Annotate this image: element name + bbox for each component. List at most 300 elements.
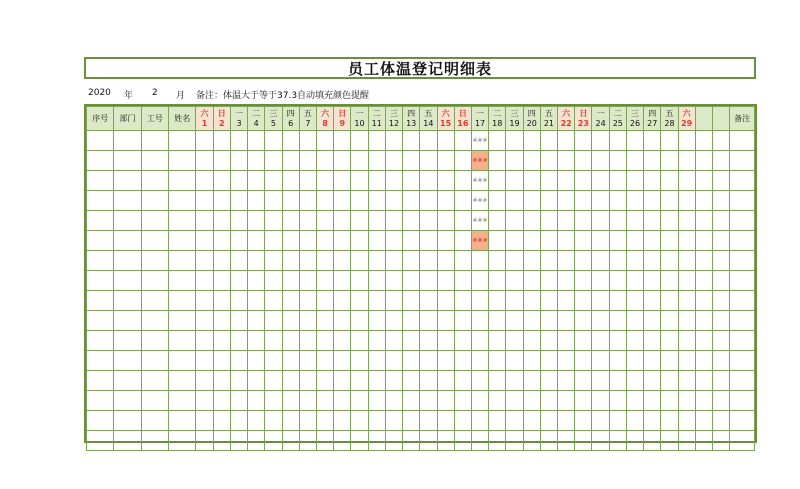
table-cell[interactable] [471, 431, 488, 451]
table-cell[interactable] [471, 391, 488, 411]
table-cell[interactable] [169, 311, 196, 331]
table-cell[interactable] [609, 331, 626, 351]
temperature-cell[interactable]: ### [471, 191, 488, 211]
table-cell[interactable] [334, 271, 351, 291]
table-cell[interactable] [609, 151, 626, 171]
table-cell[interactable] [592, 291, 609, 311]
table-cell[interactable] [592, 231, 609, 251]
table-cell[interactable] [169, 351, 196, 371]
table-cell[interactable] [713, 171, 730, 191]
table-cell[interactable] [87, 251, 114, 271]
table-cell[interactable] [196, 271, 213, 291]
table-cell[interactable] [661, 191, 678, 211]
table-cell[interactable] [626, 371, 643, 391]
table-cell[interactable] [299, 171, 316, 191]
table-cell[interactable] [626, 271, 643, 291]
table-cell[interactable] [282, 211, 299, 231]
table-cell[interactable] [506, 211, 523, 231]
table-cell[interactable] [230, 311, 247, 331]
table-cell[interactable] [299, 371, 316, 391]
table-cell[interactable] [213, 351, 230, 371]
table-cell[interactable] [609, 131, 626, 151]
table-cell[interactable] [506, 291, 523, 311]
table-cell[interactable] [230, 251, 247, 271]
table-cell[interactable] [169, 331, 196, 351]
table-cell[interactable] [403, 251, 420, 271]
table-cell[interactable] [299, 331, 316, 351]
table-cell[interactable] [695, 291, 712, 311]
table-cell[interactable] [626, 391, 643, 411]
table-cell[interactable] [730, 411, 755, 431]
table-cell[interactable] [713, 251, 730, 271]
table-cell[interactable] [265, 211, 282, 231]
table-cell[interactable] [713, 391, 730, 411]
table-cell[interactable] [141, 131, 168, 151]
table-cell[interactable] [626, 151, 643, 171]
table-cell[interactable] [403, 351, 420, 371]
table-cell[interactable] [437, 271, 454, 291]
table-cell[interactable] [678, 231, 695, 251]
table-cell[interactable] [626, 171, 643, 191]
table-cell[interactable] [437, 231, 454, 251]
table-cell[interactable] [489, 231, 506, 251]
table-cell[interactable] [196, 371, 213, 391]
table-cell[interactable] [351, 171, 368, 191]
table-cell[interactable] [282, 351, 299, 371]
table-cell[interactable] [644, 251, 661, 271]
table-cell[interactable] [609, 171, 626, 191]
table-cell[interactable] [558, 271, 575, 291]
table-cell[interactable] [540, 291, 557, 311]
table-cell[interactable] [351, 351, 368, 371]
table-cell[interactable] [730, 211, 755, 231]
table-cell[interactable] [141, 371, 168, 391]
table-cell[interactable] [609, 391, 626, 411]
table-cell[interactable] [713, 151, 730, 171]
table-cell[interactable] [265, 331, 282, 351]
table-cell[interactable] [695, 211, 712, 231]
table-cell[interactable] [334, 211, 351, 231]
table-cell[interactable] [644, 391, 661, 411]
table-cell[interactable] [213, 271, 230, 291]
table-cell[interactable] [196, 311, 213, 331]
table-cell[interactable] [523, 151, 540, 171]
table-cell[interactable] [626, 311, 643, 331]
table-cell[interactable] [141, 391, 168, 411]
table-cell[interactable] [248, 231, 265, 251]
table-cell[interactable] [454, 151, 471, 171]
table-cell[interactable] [87, 211, 114, 231]
table-cell[interactable] [678, 211, 695, 231]
table-cell[interactable] [558, 431, 575, 451]
table-cell[interactable] [730, 151, 755, 171]
table-cell[interactable] [282, 411, 299, 431]
table-cell[interactable] [540, 411, 557, 431]
table-cell[interactable] [403, 171, 420, 191]
table-cell[interactable] [420, 311, 437, 331]
table-cell[interactable] [592, 131, 609, 151]
table-cell[interactable] [540, 371, 557, 391]
table-cell[interactable] [87, 311, 114, 331]
table-cell[interactable] [592, 211, 609, 231]
table-cell[interactable] [351, 371, 368, 391]
hot-temperature-cell[interactable]: ### [471, 231, 488, 251]
table-cell[interactable] [558, 291, 575, 311]
table-cell[interactable] [351, 231, 368, 251]
table-cell[interactable] [368, 211, 385, 231]
table-cell[interactable] [403, 131, 420, 151]
table-cell[interactable] [114, 391, 141, 411]
table-cell[interactable] [87, 351, 114, 371]
table-cell[interactable] [87, 191, 114, 211]
table-cell[interactable] [265, 291, 282, 311]
table-cell[interactable] [454, 331, 471, 351]
table-cell[interactable] [248, 391, 265, 411]
table-cell[interactable] [678, 251, 695, 271]
table-cell[interactable] [265, 191, 282, 211]
table-cell[interactable] [678, 411, 695, 431]
table-cell[interactable] [626, 251, 643, 271]
table-cell[interactable] [265, 251, 282, 271]
table-cell[interactable] [385, 431, 402, 451]
table-cell[interactable] [169, 131, 196, 151]
table-cell[interactable] [730, 431, 755, 451]
table-cell[interactable] [351, 331, 368, 351]
table-cell[interactable] [334, 251, 351, 271]
table-cell[interactable] [506, 391, 523, 411]
table-cell[interactable] [230, 191, 247, 211]
table-cell[interactable] [316, 291, 333, 311]
table-cell[interactable] [420, 191, 437, 211]
table-cell[interactable] [609, 411, 626, 431]
table-cell[interactable] [471, 291, 488, 311]
table-cell[interactable] [695, 391, 712, 411]
table-cell[interactable] [609, 431, 626, 451]
table-cell[interactable] [661, 271, 678, 291]
table-cell[interactable] [248, 131, 265, 151]
table-cell[interactable] [299, 391, 316, 411]
table-cell[interactable] [489, 131, 506, 151]
table-cell[interactable] [351, 191, 368, 211]
table-cell[interactable] [282, 151, 299, 171]
table-cell[interactable] [87, 291, 114, 311]
table-cell[interactable] [558, 191, 575, 211]
table-cell[interactable] [506, 191, 523, 211]
table-cell[interactable] [334, 311, 351, 331]
table-cell[interactable] [489, 251, 506, 271]
table-cell[interactable] [575, 151, 592, 171]
table-cell[interactable] [230, 231, 247, 251]
table-cell[interactable] [454, 211, 471, 231]
hot-temperature-cell[interactable]: ### [471, 151, 488, 171]
table-cell[interactable] [575, 431, 592, 451]
table-cell[interactable] [265, 371, 282, 391]
table-cell[interactable] [248, 211, 265, 231]
table-cell[interactable] [282, 191, 299, 211]
table-cell[interactable] [299, 191, 316, 211]
table-cell[interactable] [169, 231, 196, 251]
table-cell[interactable] [644, 311, 661, 331]
table-cell[interactable] [730, 271, 755, 291]
table-cell[interactable] [316, 371, 333, 391]
table-cell[interactable] [316, 251, 333, 271]
table-cell[interactable] [368, 131, 385, 151]
table-cell[interactable] [334, 331, 351, 351]
table-cell[interactable] [558, 251, 575, 271]
table-cell[interactable] [299, 431, 316, 451]
table-cell[interactable] [471, 371, 488, 391]
table-cell[interactable] [523, 171, 540, 191]
table-cell[interactable] [403, 291, 420, 311]
table-cell[interactable] [420, 271, 437, 291]
table-cell[interactable] [248, 191, 265, 211]
table-cell[interactable] [523, 251, 540, 271]
table-cell[interactable] [87, 271, 114, 291]
table-cell[interactable] [114, 211, 141, 231]
table-cell[interactable] [420, 251, 437, 271]
table-cell[interactable] [316, 231, 333, 251]
table-cell[interactable] [489, 191, 506, 211]
table-cell[interactable] [540, 431, 557, 451]
table-cell[interactable] [368, 351, 385, 371]
table-cell[interactable] [626, 131, 643, 151]
table-cell[interactable] [385, 251, 402, 271]
table-cell[interactable] [609, 351, 626, 371]
table-cell[interactable] [489, 171, 506, 191]
table-cell[interactable] [334, 431, 351, 451]
table-cell[interactable] [351, 291, 368, 311]
table-cell[interactable] [141, 191, 168, 211]
table-cell[interactable] [609, 311, 626, 331]
temperature-cell[interactable]: ### [471, 211, 488, 231]
table-cell[interactable] [609, 211, 626, 231]
table-cell[interactable] [626, 411, 643, 431]
table-cell[interactable] [626, 331, 643, 351]
table-cell[interactable] [523, 191, 540, 211]
table-cell[interactable] [351, 311, 368, 331]
table-cell[interactable] [471, 311, 488, 331]
table-cell[interactable] [506, 231, 523, 251]
table-cell[interactable] [454, 191, 471, 211]
table-cell[interactable] [644, 191, 661, 211]
table-cell[interactable] [523, 431, 540, 451]
table-cell[interactable] [661, 351, 678, 371]
table-cell[interactable] [695, 351, 712, 371]
table-cell[interactable] [454, 431, 471, 451]
table-cell[interactable] [334, 151, 351, 171]
table-cell[interactable] [695, 231, 712, 251]
table-cell[interactable] [334, 291, 351, 311]
table-cell[interactable] [403, 311, 420, 331]
table-cell[interactable] [592, 311, 609, 331]
table-cell[interactable] [385, 271, 402, 291]
table-cell[interactable] [385, 411, 402, 431]
table-cell[interactable] [299, 251, 316, 271]
table-cell[interactable] [695, 191, 712, 211]
table-cell[interactable] [540, 251, 557, 271]
table-cell[interactable] [230, 411, 247, 431]
table-cell[interactable] [695, 311, 712, 331]
table-cell[interactable] [368, 231, 385, 251]
table-cell[interactable] [713, 411, 730, 431]
table-cell[interactable] [282, 371, 299, 391]
table-cell[interactable] [248, 251, 265, 271]
table-cell[interactable] [678, 131, 695, 151]
table-cell[interactable] [316, 311, 333, 331]
table-cell[interactable] [196, 231, 213, 251]
table-cell[interactable] [316, 171, 333, 191]
table-cell[interactable] [248, 331, 265, 351]
table-cell[interactable] [87, 171, 114, 191]
table-cell[interactable] [713, 311, 730, 331]
table-cell[interactable] [213, 371, 230, 391]
table-cell[interactable] [575, 411, 592, 431]
table-cell[interactable] [169, 191, 196, 211]
table-cell[interactable] [141, 211, 168, 231]
table-cell[interactable] [437, 411, 454, 431]
table-cell[interactable] [695, 271, 712, 291]
table-cell[interactable] [282, 331, 299, 351]
table-cell[interactable] [248, 371, 265, 391]
table-cell[interactable] [299, 211, 316, 231]
table-cell[interactable] [420, 151, 437, 171]
table-cell[interactable] [114, 271, 141, 291]
table-cell[interactable] [644, 171, 661, 191]
table-cell[interactable] [437, 211, 454, 231]
table-cell[interactable] [196, 331, 213, 351]
table-cell[interactable] [713, 271, 730, 291]
table-cell[interactable] [540, 351, 557, 371]
table-cell[interactable] [454, 291, 471, 311]
table-cell[interactable] [661, 311, 678, 331]
table-cell[interactable] [141, 271, 168, 291]
table-cell[interactable] [403, 191, 420, 211]
table-cell[interactable] [540, 271, 557, 291]
table-cell[interactable] [196, 251, 213, 271]
table-cell[interactable] [169, 251, 196, 271]
table-cell[interactable] [713, 351, 730, 371]
table-cell[interactable] [730, 171, 755, 191]
table-cell[interactable] [213, 131, 230, 151]
table-cell[interactable] [454, 251, 471, 271]
table-cell[interactable] [558, 151, 575, 171]
table-cell[interactable] [471, 251, 488, 271]
table-cell[interactable] [385, 311, 402, 331]
table-cell[interactable] [265, 411, 282, 431]
table-cell[interactable] [282, 171, 299, 191]
table-cell[interactable] [713, 211, 730, 231]
table-cell[interactable] [644, 291, 661, 311]
table-cell[interactable] [506, 271, 523, 291]
table-cell[interactable] [609, 371, 626, 391]
table-cell[interactable] [213, 411, 230, 431]
table-cell[interactable] [437, 331, 454, 351]
table-cell[interactable] [454, 171, 471, 191]
table-cell[interactable] [437, 251, 454, 271]
table-cell[interactable] [230, 351, 247, 371]
table-cell[interactable] [248, 311, 265, 331]
table-cell[interactable] [230, 171, 247, 191]
table-cell[interactable] [299, 311, 316, 331]
table-cell[interactable] [420, 131, 437, 151]
table-cell[interactable] [489, 411, 506, 431]
table-cell[interactable] [265, 431, 282, 451]
table-cell[interactable] [230, 371, 247, 391]
table-cell[interactable] [609, 231, 626, 251]
table-cell[interactable] [213, 431, 230, 451]
temperature-cell[interactable]: ### [471, 171, 488, 191]
table-cell[interactable] [695, 331, 712, 351]
table-cell[interactable] [213, 191, 230, 211]
table-cell[interactable] [540, 171, 557, 191]
temperature-cell[interactable]: ### [471, 131, 488, 151]
table-cell[interactable] [265, 351, 282, 371]
table-cell[interactable] [558, 231, 575, 251]
table-cell[interactable] [368, 171, 385, 191]
table-cell[interactable] [368, 151, 385, 171]
table-cell[interactable] [695, 151, 712, 171]
table-cell[interactable] [368, 251, 385, 271]
table-cell[interactable] [489, 351, 506, 371]
table-cell[interactable] [540, 191, 557, 211]
table-cell[interactable] [471, 331, 488, 351]
table-cell[interactable] [678, 171, 695, 191]
table-cell[interactable] [282, 391, 299, 411]
table-cell[interactable] [368, 371, 385, 391]
table-cell[interactable] [248, 151, 265, 171]
table-cell[interactable] [420, 391, 437, 411]
table-cell[interactable] [609, 291, 626, 311]
table-cell[interactable] [558, 131, 575, 151]
table-cell[interactable] [368, 411, 385, 431]
table-cell[interactable] [213, 211, 230, 231]
table-cell[interactable] [713, 131, 730, 151]
table-cell[interactable] [558, 351, 575, 371]
table-cell[interactable] [351, 411, 368, 431]
table-cell[interactable] [169, 391, 196, 411]
table-cell[interactable] [661, 291, 678, 311]
table-cell[interactable] [334, 351, 351, 371]
table-cell[interactable] [316, 191, 333, 211]
table-cell[interactable] [248, 271, 265, 291]
table-cell[interactable] [141, 351, 168, 371]
table-cell[interactable] [334, 371, 351, 391]
table-cell[interactable] [489, 211, 506, 231]
table-cell[interactable] [523, 291, 540, 311]
table-cell[interactable] [695, 371, 712, 391]
table-cell[interactable] [351, 431, 368, 451]
table-cell[interactable] [575, 191, 592, 211]
table-cell[interactable] [87, 431, 114, 451]
table-cell[interactable] [282, 291, 299, 311]
table-cell[interactable] [385, 171, 402, 191]
table-cell[interactable] [169, 291, 196, 311]
table-cell[interactable] [575, 391, 592, 411]
table-cell[interactable] [114, 251, 141, 271]
table-cell[interactable] [114, 331, 141, 351]
table-cell[interactable] [730, 331, 755, 351]
table-cell[interactable] [592, 151, 609, 171]
table-cell[interactable] [661, 251, 678, 271]
table-cell[interactable] [385, 331, 402, 351]
table-cell[interactable] [575, 351, 592, 371]
table-cell[interactable] [299, 291, 316, 311]
table-cell[interactable] [609, 271, 626, 291]
table-cell[interactable] [87, 331, 114, 351]
table-cell[interactable] [265, 231, 282, 251]
table-cell[interactable] [540, 211, 557, 231]
table-cell[interactable] [385, 371, 402, 391]
